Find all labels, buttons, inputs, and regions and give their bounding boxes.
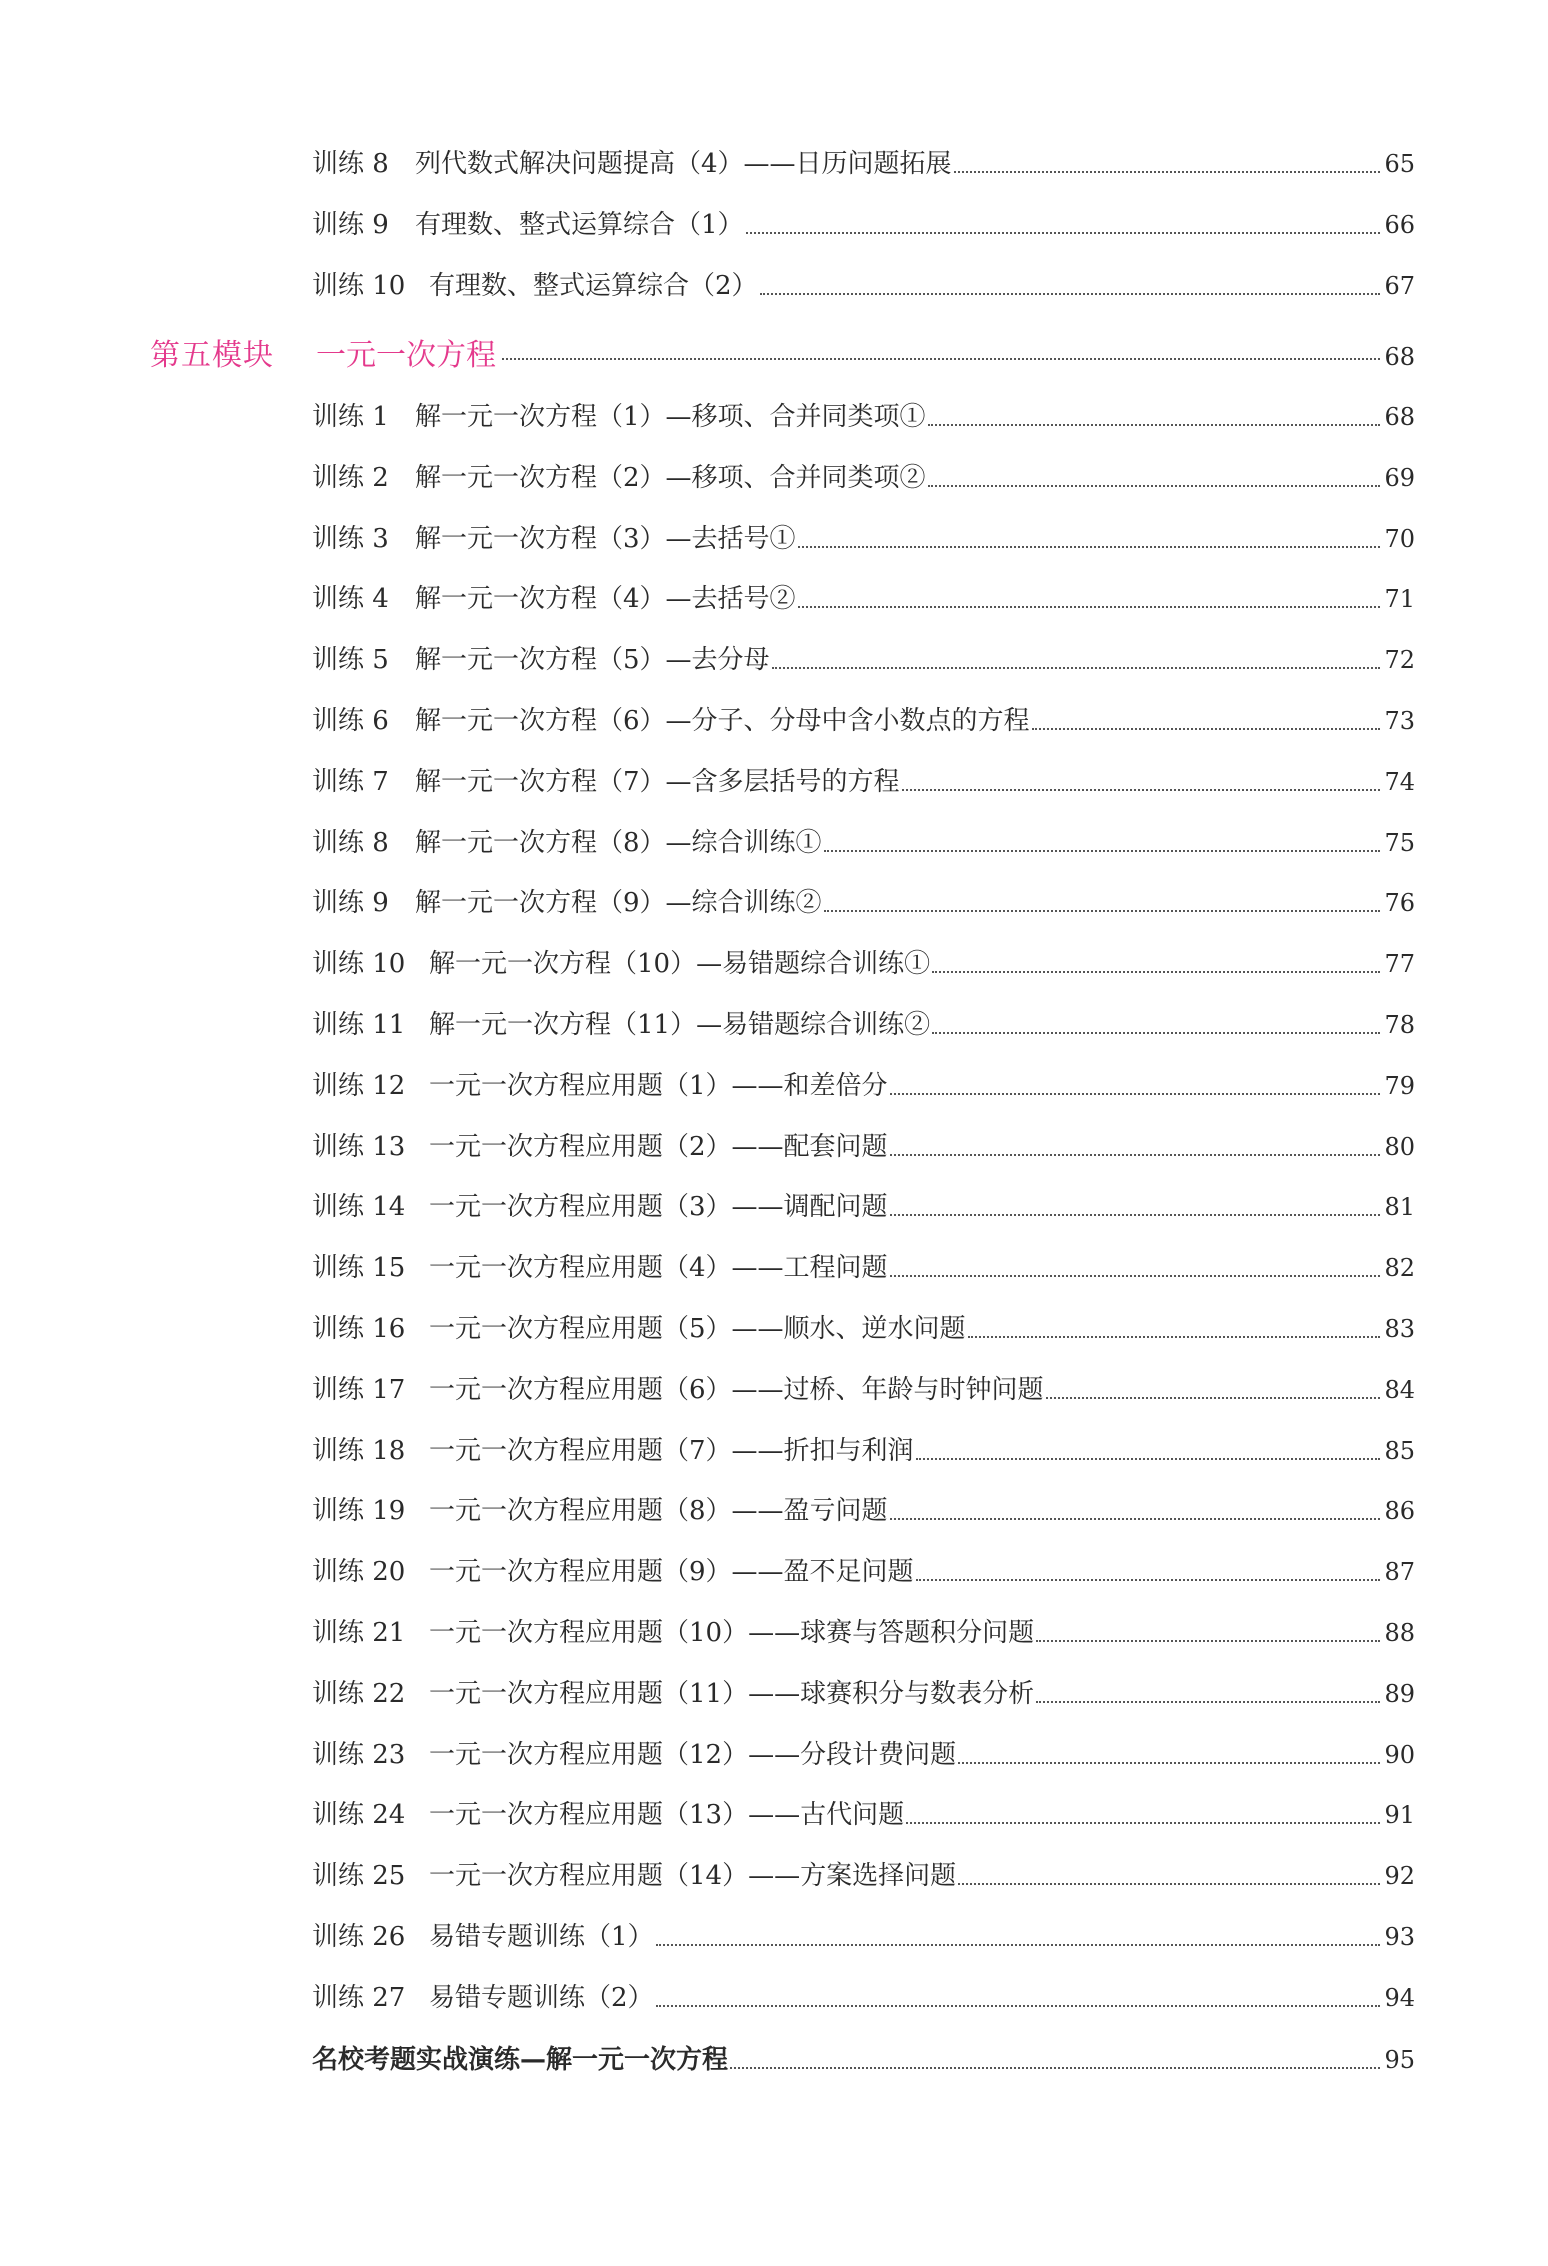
entry-title: 解一元一次方程（6）—分子、分母中含小数点的方程 xyxy=(415,706,1030,736)
dot-leader xyxy=(760,293,1381,295)
toc-entry[interactable] xyxy=(312,1004,1415,1048)
entry-page: 93 xyxy=(1384,1923,1415,1951)
toc-entry[interactable] xyxy=(312,204,1415,248)
module-heading[interactable] xyxy=(150,330,1415,374)
entry-page: 86 xyxy=(1384,1497,1415,1525)
entry-number: 训练 20 xyxy=(312,1557,406,1587)
toc-entry[interactable] xyxy=(312,1794,1415,1838)
entry-title: 解一元一次方程（4）—去括号② xyxy=(415,584,796,614)
exam-page: 95 xyxy=(1384,2046,1415,2074)
entry-page: 77 xyxy=(1384,950,1415,978)
toc-entry[interactable] xyxy=(312,457,1415,501)
dot-leader xyxy=(772,667,1381,669)
entry-page: 79 xyxy=(1384,1072,1415,1100)
dot-leader xyxy=(798,546,1381,548)
entry-page: 90 xyxy=(1384,1741,1415,1769)
entry-title: 有理数、整式运算综合（2） xyxy=(429,271,758,301)
toc-entry[interactable] xyxy=(312,1916,1415,1960)
entry-number: 训练 13 xyxy=(312,1132,406,1162)
toc-entry[interactable] xyxy=(312,700,1415,744)
entry-page: 85 xyxy=(1384,1437,1415,1465)
dot-leader xyxy=(1046,1397,1381,1399)
entry-number: 训练 19 xyxy=(312,1496,406,1526)
dot-leader xyxy=(916,1458,1381,1460)
entry-title: 一元一次方程应用题（13）——古代问题 xyxy=(429,1800,905,1830)
entry-number: 训练 17 xyxy=(312,1375,406,1405)
entry-page: 88 xyxy=(1384,1619,1415,1647)
entry-number: 训练 10 xyxy=(312,271,406,301)
dot-leader xyxy=(890,1275,1381,1277)
entry-number: 训练 24 xyxy=(312,1800,406,1830)
entry-page: 69 xyxy=(1384,464,1415,492)
entry-number: 训练 25 xyxy=(312,1861,406,1891)
entry-number: 训练 9 xyxy=(312,210,389,240)
entry-number: 训练 8 xyxy=(312,828,389,858)
entry-page: 81 xyxy=(1384,1193,1415,1221)
dot-leader xyxy=(968,1336,1381,1338)
toc-entry[interactable] xyxy=(312,761,1415,805)
entry-title: 解一元一次方程（10）—易错题综合训练① xyxy=(429,949,931,979)
entry-page: 76 xyxy=(1384,889,1415,917)
module-label: 第五模块 xyxy=(150,338,274,373)
dot-leader xyxy=(798,606,1381,608)
dot-leader xyxy=(902,789,1381,791)
entry-title: 一元一次方程应用题（8）——盈亏问题 xyxy=(429,1496,888,1526)
toc-entry[interactable] xyxy=(312,1369,1415,1413)
entry-title: 一元一次方程应用题（4）——工程问题 xyxy=(429,1253,888,1283)
entry-title: 一元一次方程应用题（10）——球赛与答题积分问题 xyxy=(429,1618,1035,1648)
entry-title: 易错专题训练（2） xyxy=(429,1983,654,2013)
dot-leader xyxy=(730,2067,1380,2069)
entry-title: 一元一次方程应用题（14）——方案选择问题 xyxy=(429,1861,957,1891)
entry-title: 解一元一次方程（9）—综合训练② xyxy=(415,888,822,918)
toc-entry[interactable] xyxy=(312,265,1415,309)
entry-page: 66 xyxy=(1384,211,1415,239)
toc-entry[interactable] xyxy=(312,1551,1415,1595)
entry-number: 训练 23 xyxy=(312,1740,406,1770)
dot-leader xyxy=(824,910,1381,912)
dot-leader xyxy=(954,171,1381,173)
dot-leader xyxy=(906,1822,1380,1824)
entry-title: 一元一次方程应用题（2）——配套问题 xyxy=(429,1132,888,1162)
entry-title: 解一元一次方程（7）—含多层括号的方程 xyxy=(415,767,900,797)
entry-page: 80 xyxy=(1384,1133,1415,1161)
entry-title: 解一元一次方程（2）—移项、合并同类项② xyxy=(415,463,926,493)
entry-title: 一元一次方程应用题（11）——球赛积分与数表分析 xyxy=(429,1679,1035,1709)
entry-page: 71 xyxy=(1384,585,1415,613)
entry-number: 训练 3 xyxy=(312,524,389,554)
module-title: 一元一次方程 xyxy=(316,338,496,373)
entry-page: 73 xyxy=(1384,707,1415,735)
entry-number: 训练 6 xyxy=(312,706,389,736)
entry-number: 训练 11 xyxy=(312,1010,406,1040)
toc-entry[interactable] xyxy=(312,1126,1415,1170)
toc-entry[interactable] xyxy=(312,639,1415,683)
entry-title: 一元一次方程应用题（5）——顺水、逆水问题 xyxy=(429,1314,966,1344)
entry-title: 解一元一次方程（11）—易错题综合训练② xyxy=(429,1010,931,1040)
entry-page: 78 xyxy=(1384,1011,1415,1039)
entry-title: 解一元一次方程（8）—综合训练① xyxy=(415,828,822,858)
toc-entry[interactable] xyxy=(312,943,1415,987)
dot-leader xyxy=(928,485,1381,487)
dot-leader xyxy=(932,971,1380,973)
dot-leader xyxy=(1036,1701,1380,1703)
entry-number: 训练 27 xyxy=(312,1983,406,2013)
entry-page: 70 xyxy=(1384,525,1415,553)
entry-title: 解一元一次方程（5）—去分母 xyxy=(415,645,770,675)
toc-entry[interactable] xyxy=(312,578,1415,622)
entry-title: 一元一次方程应用题（1）——和差倍分 xyxy=(429,1071,888,1101)
dot-leader xyxy=(502,358,1380,360)
dot-leader xyxy=(928,424,1381,426)
entry-number: 训练 14 xyxy=(312,1192,406,1222)
dot-leader xyxy=(1032,728,1381,730)
dot-leader xyxy=(824,850,1381,852)
toc-entry[interactable] xyxy=(312,1247,1415,1291)
entry-title: 解一元一次方程（1）—移项、合并同类项① xyxy=(415,402,926,432)
toc-entry[interactable] xyxy=(312,1490,1415,1534)
entry-page: 67 xyxy=(1384,272,1415,300)
entry-number: 训练 15 xyxy=(312,1253,406,1283)
entry-number: 训练 12 xyxy=(312,1071,406,1101)
entry-title: 一元一次方程应用题（9）——盈不足问题 xyxy=(429,1557,914,1587)
dot-leader xyxy=(958,1762,1380,1764)
toc-entry[interactable] xyxy=(312,1673,1415,1717)
dot-leader xyxy=(890,1214,1381,1216)
dot-leader xyxy=(890,1093,1381,1095)
entry-title: 解一元一次方程（3）—去括号① xyxy=(415,524,796,554)
entry-number: 训练 4 xyxy=(312,584,389,614)
toc-entry[interactable] xyxy=(312,822,1415,866)
entry-page: 75 xyxy=(1384,829,1415,857)
entry-number: 训练 21 xyxy=(312,1618,406,1648)
dot-leader xyxy=(1036,1640,1380,1642)
entry-title: 一元一次方程应用题（3）——调配问题 xyxy=(429,1192,888,1222)
entry-title: 一元一次方程应用题（12）——分段计费问题 xyxy=(429,1740,957,1770)
toc-entry[interactable] xyxy=(312,518,1415,562)
entry-page: 72 xyxy=(1384,646,1415,674)
dot-leader xyxy=(890,1518,1381,1520)
entry-page: 89 xyxy=(1384,1680,1415,1708)
exam-entry[interactable] xyxy=(312,2039,1415,2083)
entry-number: 训练 16 xyxy=(312,1314,406,1344)
toc-entry[interactable] xyxy=(312,882,1415,926)
dot-leader xyxy=(932,1032,1380,1034)
entry-title: 有理数、整式运算综合（1） xyxy=(415,210,744,240)
entry-number: 训练 1 xyxy=(312,402,389,432)
entry-title: 易错专题训练（1） xyxy=(429,1922,654,1952)
dot-leader xyxy=(746,232,1381,234)
entry-page: 83 xyxy=(1384,1315,1415,1343)
entry-page: 91 xyxy=(1384,1801,1415,1829)
entry-page: 92 xyxy=(1384,1862,1415,1890)
dot-leader xyxy=(890,1154,1381,1156)
dot-leader xyxy=(916,1579,1381,1581)
module-page: 68 xyxy=(1384,343,1415,371)
entry-page: 82 xyxy=(1384,1254,1415,1282)
entry-page: 84 xyxy=(1384,1376,1415,1404)
entry-page: 65 xyxy=(1384,150,1415,178)
toc-entry[interactable] xyxy=(312,1065,1415,1109)
toc-entry[interactable] xyxy=(312,1855,1415,1899)
entry-number: 训练 2 xyxy=(312,463,389,493)
exam-title: 名校考题实战演练—解一元一次方程 xyxy=(312,2045,729,2075)
toc-entry[interactable] xyxy=(312,143,1415,187)
entry-page: 74 xyxy=(1384,768,1415,796)
toc-entry[interactable] xyxy=(312,1612,1415,1656)
entry-number: 训练 18 xyxy=(312,1436,406,1466)
entry-page: 68 xyxy=(1384,403,1415,431)
entry-page: 87 xyxy=(1384,1558,1415,1586)
toc-entry[interactable] xyxy=(312,1308,1415,1352)
dot-leader xyxy=(656,1944,1381,1946)
entry-number: 训练 9 xyxy=(312,888,389,918)
entry-number: 训练 7 xyxy=(312,767,389,797)
dot-leader xyxy=(958,1883,1380,1885)
entry-number: 训练 22 xyxy=(312,1679,406,1709)
entry-title: 一元一次方程应用题（7）——折扣与利润 xyxy=(429,1436,914,1466)
toc-entry[interactable] xyxy=(312,1430,1415,1474)
toc-entry[interactable] xyxy=(312,1734,1415,1778)
toc-entry[interactable] xyxy=(312,1186,1415,1230)
entry-number: 训练 26 xyxy=(312,1922,406,1952)
dot-leader xyxy=(656,2005,1381,2007)
entry-title: 一元一次方程应用题（6）——过桥、年龄与时钟问题 xyxy=(429,1375,1044,1405)
toc-entry[interactable] xyxy=(312,1977,1415,2021)
entry-number: 训练 10 xyxy=(312,949,406,979)
entry-title: 列代数式解决问题提高（4）——日历问题拓展 xyxy=(415,149,952,179)
entry-number: 训练 5 xyxy=(312,645,389,675)
entry-number: 训练 8 xyxy=(312,149,389,179)
entry-page: 94 xyxy=(1384,1984,1415,2012)
toc-entry[interactable] xyxy=(312,396,1415,440)
